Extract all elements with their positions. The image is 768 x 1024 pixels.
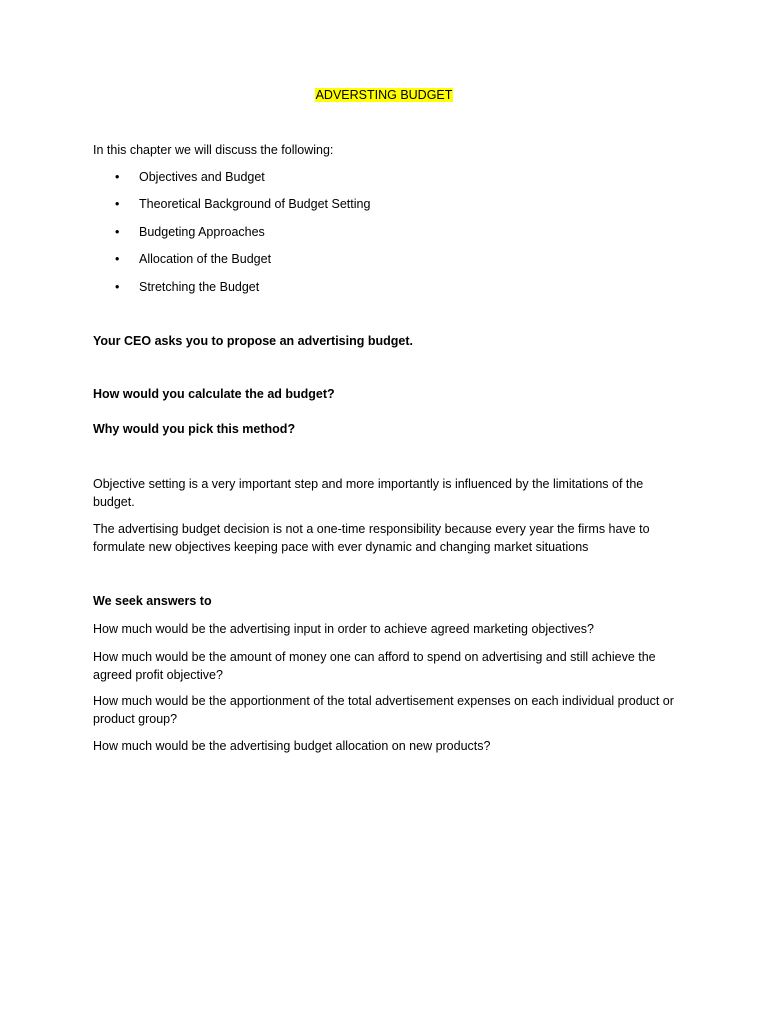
list-item [93,250,593,277]
answer-question: How much would be the amount of money one can afford to spend on advertising and still achieve the agreed profit objective? [93,650,656,682]
topic-label: Theoretical Background of Budget Setting [139,197,371,212]
answers-heading: We seek answers to [93,594,212,608]
document-title: ADVERSTING BUDGET [315,88,453,102]
answer-question: How much would be the advertising budget allocation on new products? [93,739,491,753]
bullet-icon: • [115,279,120,294]
list-item [93,195,593,222]
topic-label: Allocation of the Budget [139,252,272,267]
bullet-icon: • [115,197,120,212]
bullet-icon: • [115,224,120,239]
bullet-icon: • [115,252,120,267]
list-item [93,168,593,195]
question-method: Why would you pick this method? [93,422,296,436]
list-item [93,278,593,305]
question-calculate: How would you calculate the ad budget? [93,387,335,401]
paragraph-budget-decision: The advertising budget decision is not a one-time responsibility because every year the firms have to formulate new objectives keeping pace with ever dynamic and changing market situations [93,522,650,554]
intro-text: In this chapter we will discuss the following: [93,143,334,157]
ceo-prompt: Your CEO asks you to propose an advertising budget. [93,334,413,348]
list-item [93,223,593,250]
topic-label: Stretching the Budget [139,279,260,294]
answer-question: How much would be the apportionment of the total advertisement expenses on each individual product or product group? [93,694,674,726]
topic-label: Objectives and Budget [139,170,265,184]
title-container [0,86,768,104]
topic-label: Budgeting Approaches [139,224,265,239]
topic-list [93,168,593,305]
answer-question: How much would be the advertising input in order to achieve agreed marketing objectives? [93,622,594,636]
paragraph-objective-setting: Objective setting is a very important step and more importantly is influenced by the limitations of the budget. [93,477,644,509]
bullet-icon: • [115,170,120,184]
